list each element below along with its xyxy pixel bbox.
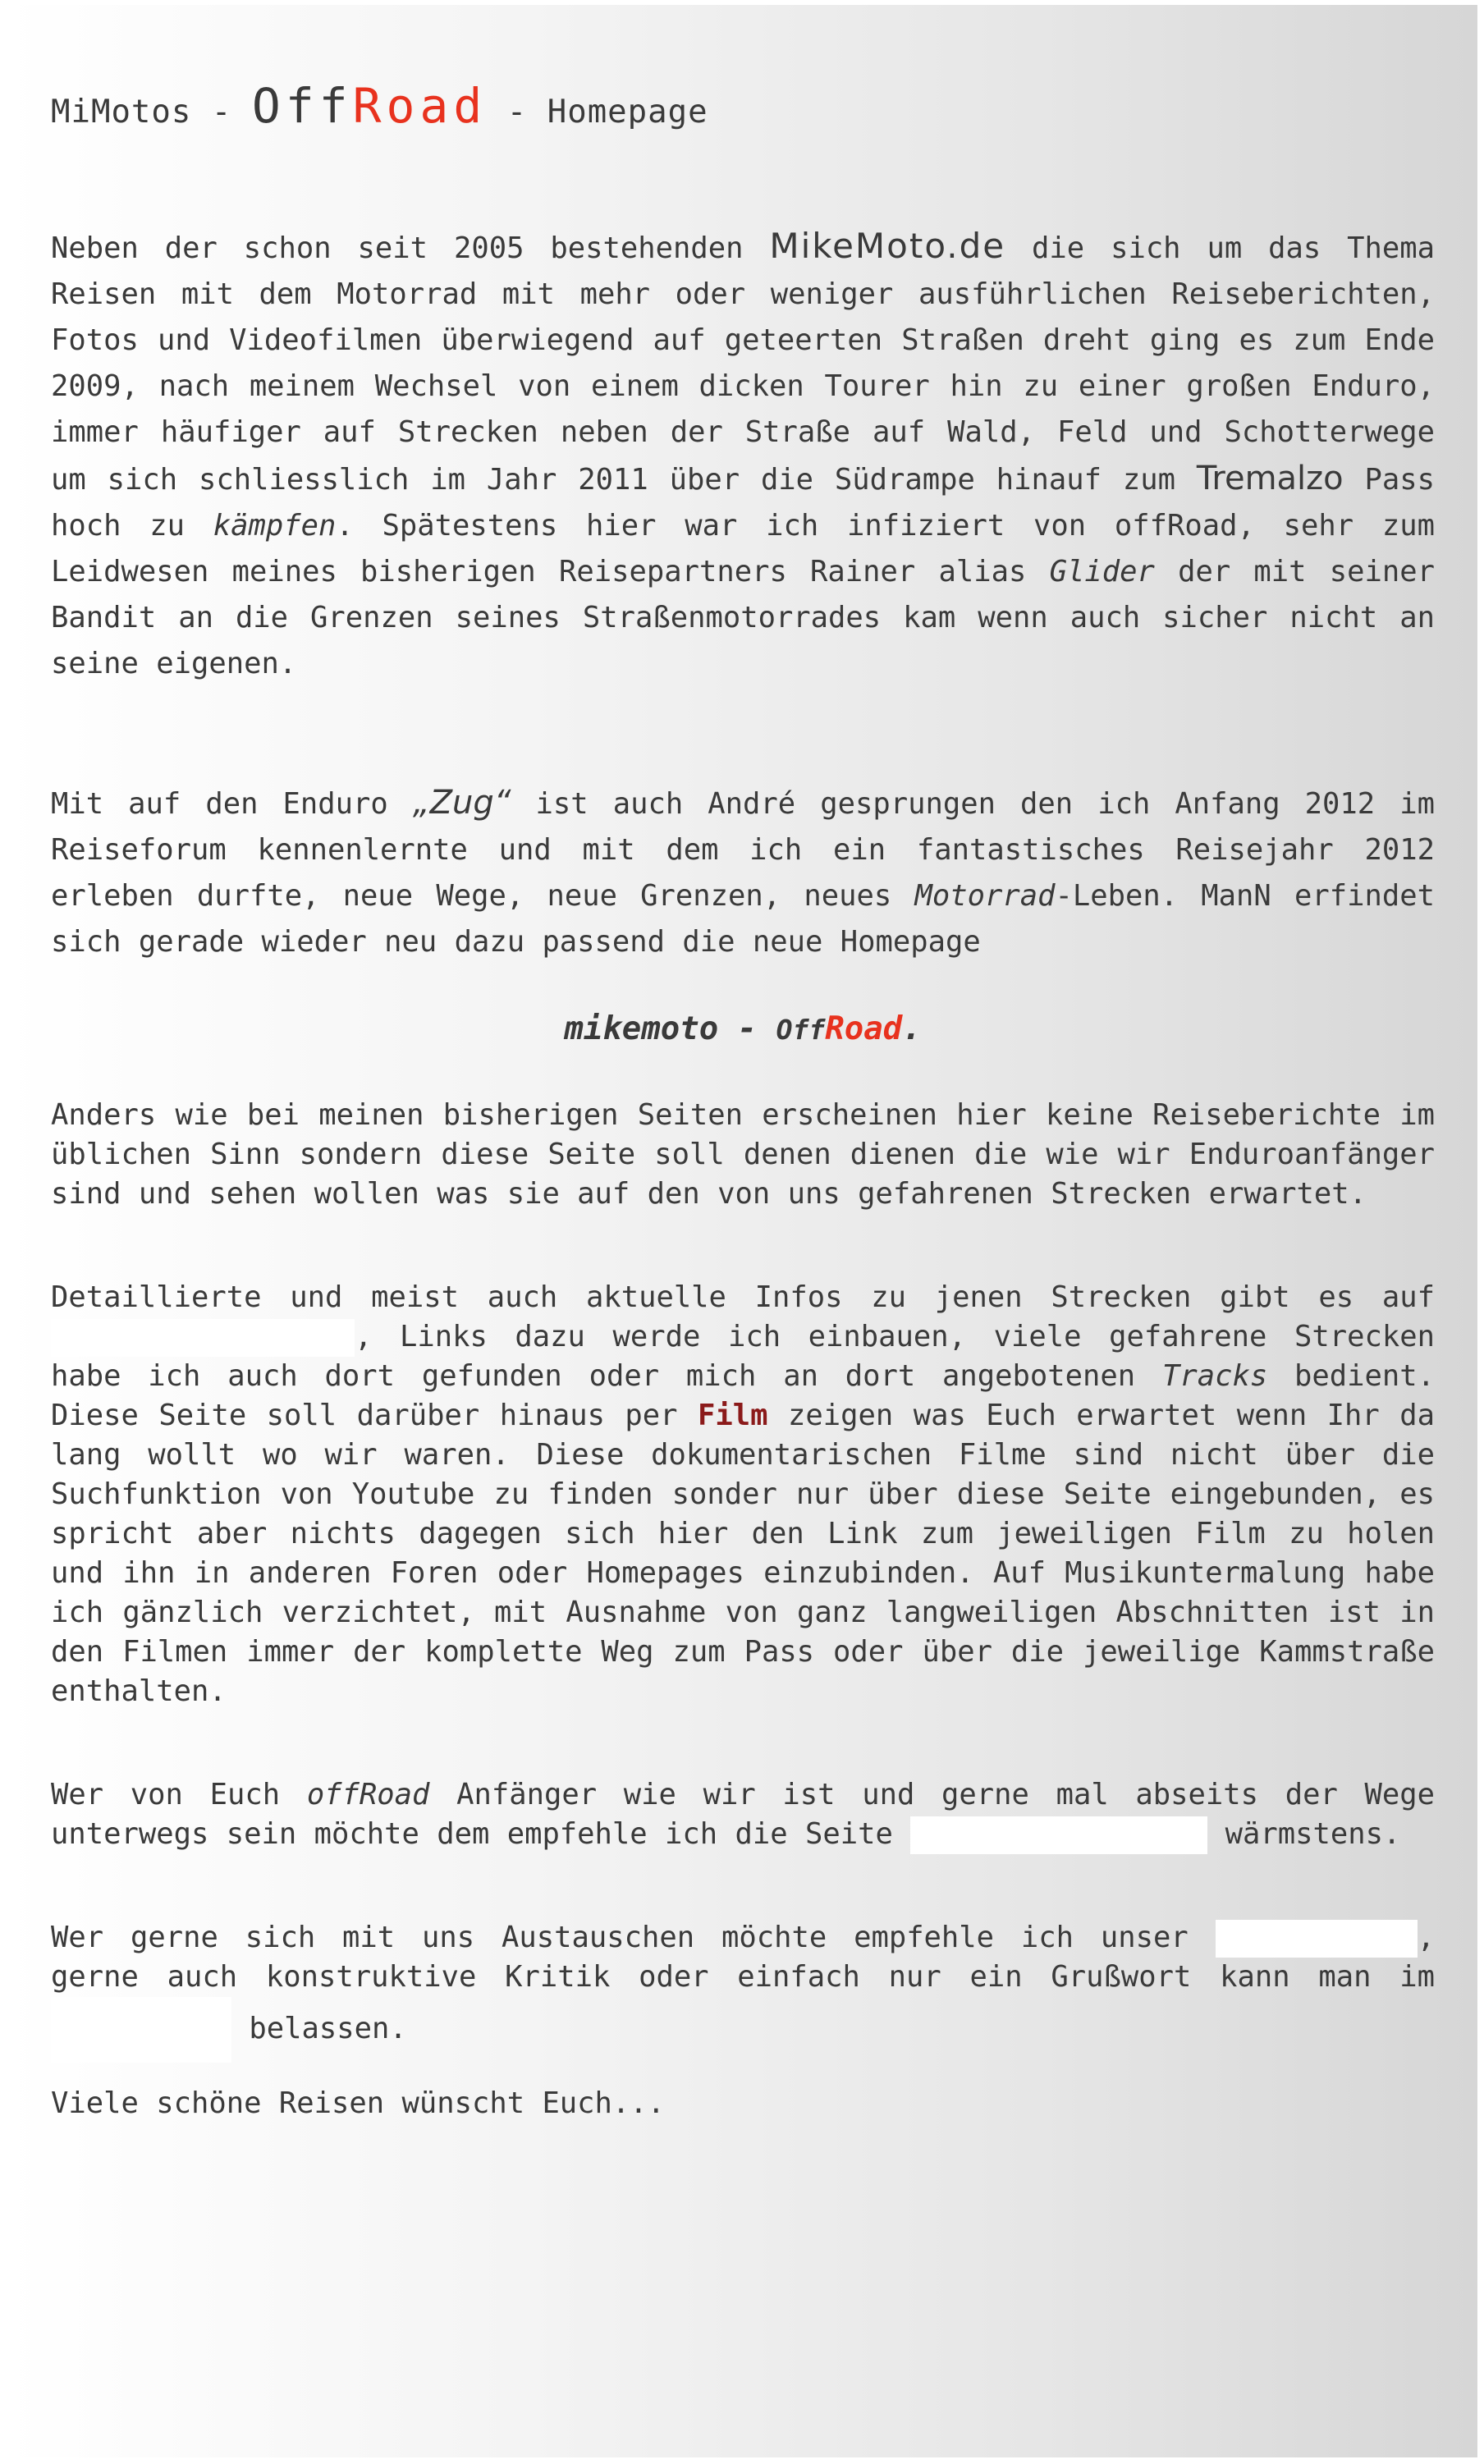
text-segment: wärmstens. (1207, 1817, 1401, 1851)
title-off: Off (251, 78, 353, 134)
text-segment: Detaillierte und meist auch aktuelle Infos zu jenen Strecken gibt es auf (51, 1280, 1435, 1314)
motorrad-emphasis: Motorrad (914, 879, 1056, 913)
guestbook-link[interactable] (51, 1997, 231, 2063)
film-link[interactable]: Film (698, 1399, 768, 1432)
closing-line: Viele schöne Reisen wünscht Euch... (51, 2086, 666, 2120)
offroad-emphasis: offRoad (306, 1778, 430, 1811)
brand-text: mikemoto - (564, 1010, 776, 1047)
page-background (7, 5, 1477, 2457)
recommendation-paragraph (51, 1775, 1435, 1854)
text-segment: Wer gerne sich mit uns Austauschen möchte empfehle ich unser (51, 1921, 1216, 1954)
text-segment: . Spätestens hier war ich infiziert von offRoad, sehr zum Leidwesen meines bisherigen Reisepartners Rainer alias (51, 509, 1436, 589)
text-segment: Anfänger wie wir ist und gerne mal abseits der Wege unterwegs sein möchte dem empfehle ich die Seite (51, 1778, 1435, 1851)
title-dash: - (211, 94, 232, 131)
title-road: Road (352, 78, 488, 134)
title-homepage: Homepage (547, 94, 708, 131)
text-segment: belassen. (231, 2012, 407, 2045)
brand-road: Road (825, 1010, 903, 1047)
text-segment: , gerne auch konstruktive Kritik oder einfach nur ein Grußwort kann man im (51, 1921, 1435, 1994)
text-segment: -Leben. ManN erfindet sich gerade wieder neu dazu passend die neue Homepage (51, 879, 1435, 959)
text-segment: Neben der schon seit 2005 bestehenden (51, 231, 770, 265)
enduro-paragraph (51, 780, 1435, 965)
tracks-emphasis: Tracks (1161, 1359, 1268, 1393)
text-segment: Pass hoch zu (51, 463, 1435, 543)
details-paragraph (51, 1278, 1435, 1711)
text-segment: zeigen was Euch erwartet wenn Ihr da lang wollt wo wir waren. Diese dokumentarischen Filme sind nicht über die Suchfunktion von Youtube zu finden sonder nur über diese Seite eingebunden, es spricht aber nichts dagegen sich hier den Link zum jeweiligen Film zu holen und ihn in anderen Foren oder Homepages einzubinden. Auf Musikuntermalung habe ich gänzlich verzichtet, mit Ausnahme von ganz langweiligen Abschnitten ist in den Filmen immer der komplette Weg zum Pass oder über die jeweilige Kammstraße enthalten. (51, 1399, 1435, 1708)
text-segment: bedient. Diese Seite soll darüber hinaus per (51, 1359, 1436, 1432)
brand-dot: . (902, 1010, 922, 1047)
text-segment: die sich um das Thema Reisen mit dem Motorrad mit mehr oder weniger ausführlichen Reiseberichten, Fotos und Videofilmen überwiegend auf geteerten Straßen dreht ging es zum Ende 2009, nach meinem Wechsel von einem dicken Tourer hin zu einer großen Enduro, immer häufiger auf Strecken neben der Straße auf Wald, Feld und Schotterwege um sich schliesslich im Jahr 2011 über die Südrampe hinauf zum (51, 231, 1435, 497)
site-title (51, 77, 1435, 135)
text-segment: , Links dazu werde ich einbauen, viele gefahrene Strecken habe ich auch dort gefunden oder mich an dort angebotenen (51, 1320, 1435, 1393)
main-content (51, 77, 1435, 2123)
text-segment: Mit auf den Enduro (51, 787, 413, 821)
recommended-site-link[interactable] (910, 1816, 1207, 1854)
kaempfen-link[interactable]: kämpfen (213, 509, 337, 543)
brand-off: Off (776, 1014, 826, 1046)
brand-name: MiMotos (51, 94, 192, 131)
forum-link[interactable] (1216, 1920, 1418, 1958)
purpose-paragraph: Anders wie bei meinen bisherigen Seiten erscheinen hier keine Reiseberichte im üblichen Sinn sondern diese Seite soll denen dienen die wie wir Enduroanfänger sind und sehen wollen was sie auf den von uns gefahrenen Strecken erwartet. (51, 1098, 1435, 1211)
text-segment: der mit seiner Bandit an die Grenzen seines Straßenmotorrades kam wenn auch sicher nicht an seine eigenen. (51, 555, 1435, 680)
zug-emphasis: „Zug“ (412, 784, 511, 822)
text-segment: ist auch André gesprungen den ich Anfang 2012 im Reiseforum kennenlernte und mit dem ich ein fantastisches Reisejahr 2012 erleben durfte, neue Wege, neue Grenzen, neues (51, 787, 1435, 913)
glider-link[interactable]: Glider (1049, 555, 1155, 589)
tremalzo-link[interactable]: Tremalzo (1196, 460, 1344, 497)
contact-paragraph (51, 1918, 1435, 2063)
homepage-brand-line (51, 1006, 1435, 1053)
mikemoto-link[interactable]: MikeMoto.de (769, 226, 1006, 266)
intro-paragraph (51, 223, 1435, 687)
text-segment: Wer von Euch (51, 1778, 307, 1811)
info-site-link[interactable] (51, 1319, 355, 1357)
title-dash: - (506, 94, 528, 131)
